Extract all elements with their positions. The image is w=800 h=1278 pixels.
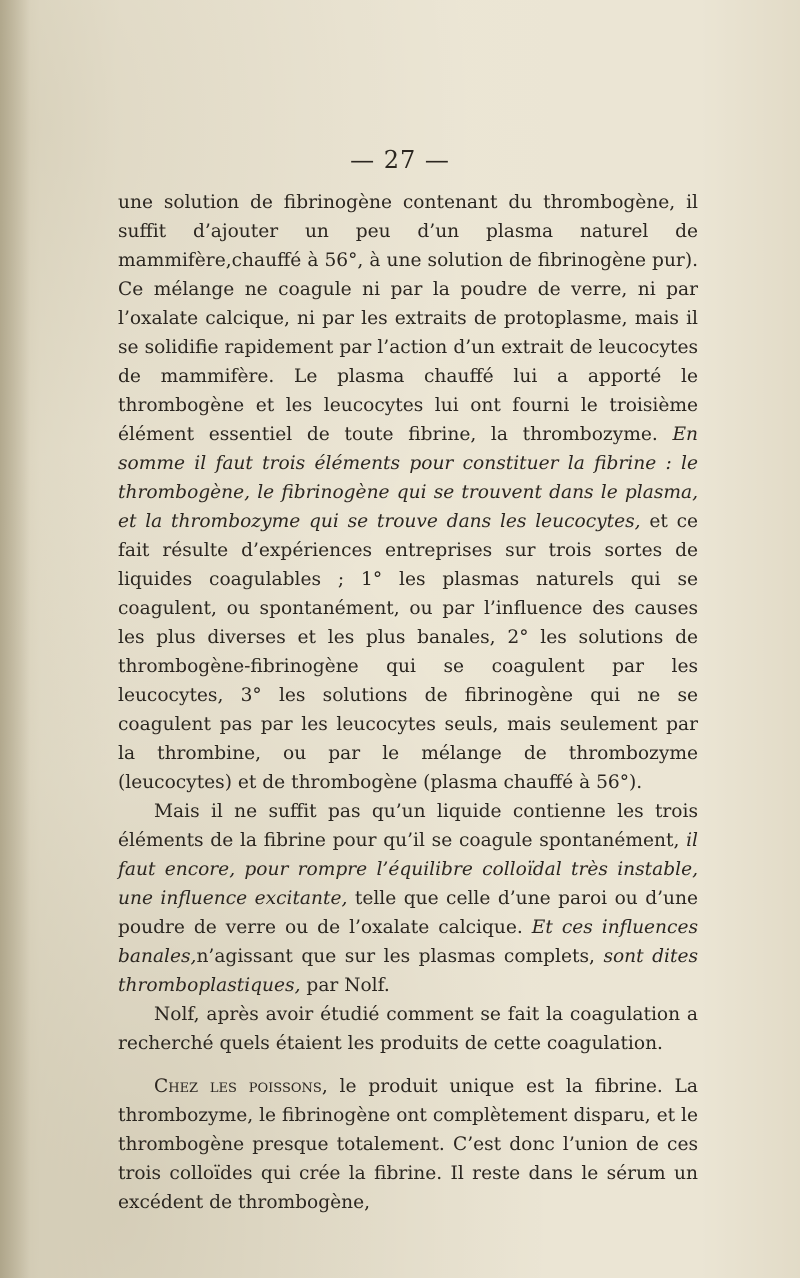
paragraph-4 bbox=[118, 1072, 698, 1217]
text-segment: telle que celle d’une paroi ou d’une poudre de verre ou de l’oxalate calcique. bbox=[118, 888, 698, 938]
text-segment: le produit unique est la fibrine. La thrombozyme, le fibrinogène ont complètement disparu, et le thrombogène presque totalement. C’est donc l’union de ces trois colloïdes qui crée la fibrine. Il reste dans le sérum un excédent de thrombogène, bbox=[118, 1076, 698, 1213]
body-text bbox=[118, 188, 698, 1217]
page-edge-shadow bbox=[0, 0, 30, 1278]
text-segment: par Nolf. bbox=[300, 975, 390, 996]
text-segment-smallcaps: Chez les poissons, bbox=[154, 1076, 328, 1097]
text-segment-italic: sont dites thromboplastiques, bbox=[118, 946, 698, 996]
text-segment: Nolf, après avoir étudié comment se fait la coagulation a recherché quels étaient les produits de cette coagulation. bbox=[118, 1004, 698, 1054]
text-segment-italic: Et ces influences banales, bbox=[118, 917, 698, 967]
page-number: — 27 — bbox=[350, 146, 450, 174]
text-segment: Mais il ne suffit pas qu’un liquide contienne les trois éléments de la fibrine pour qu’il se coagule spontanément, bbox=[118, 801, 698, 851]
paragraph-2 bbox=[118, 797, 698, 1000]
text-segment: une solution de fibrinogène contenant du thrombogène, il suffit d’ajouter un peu d’un plasma naturel de mammifère,chauffé à 56°, à une solution de fibrinogène pur). Ce mélange ne coagule ni par la poudre de verre, ni par l’oxalate calcique, ni par les extraits de protoplasme, mais il se solidifie rapidement par l’action d’un extrait de leucocytes de mammifère. Le plasma chauffé lui a apporté le thrombogène et les leucocytes lui ont fourni le troisième élément essentiel de toute fibrine, la thrombozyme. bbox=[118, 192, 698, 445]
paragraph-3 bbox=[118, 1000, 698, 1058]
text-segment: n’agissant que sur les plasmas complets, bbox=[196, 946, 604, 967]
text-segment-italic: il faut encore, pour rompre l’équilibre colloïdal très instable, une influence excitante, bbox=[118, 830, 698, 909]
text-segment: et ce fait résulte d’expériences entreprises sur trois sortes de liquides coagulables ; 1° les plasmas naturels qui se coagulent, ou spontanément, ou par l’influence des causes les plus diverses et les plus banales, 2° les solutions de thrombogène-fibrinogène qui se coagulent par les leucocytes, 3° les solutions de fibrinogène qui ne se coagulent pas par les leucocytes seuls, mais seulement par la thrombine, ou par le mélange de thrombozyme (leucocytes) et de thrombogène (plasma chauffé à 56°). bbox=[118, 511, 698, 793]
text-segment-italic: En somme il faut trois éléments pour constituer la fibrine : le thrombogène, le fibrinogène qui se trouvent dans le plasma, et la thrombozyme qui se trouve dans les leucocytes, bbox=[118, 424, 698, 532]
paragraph-1 bbox=[118, 188, 698, 797]
